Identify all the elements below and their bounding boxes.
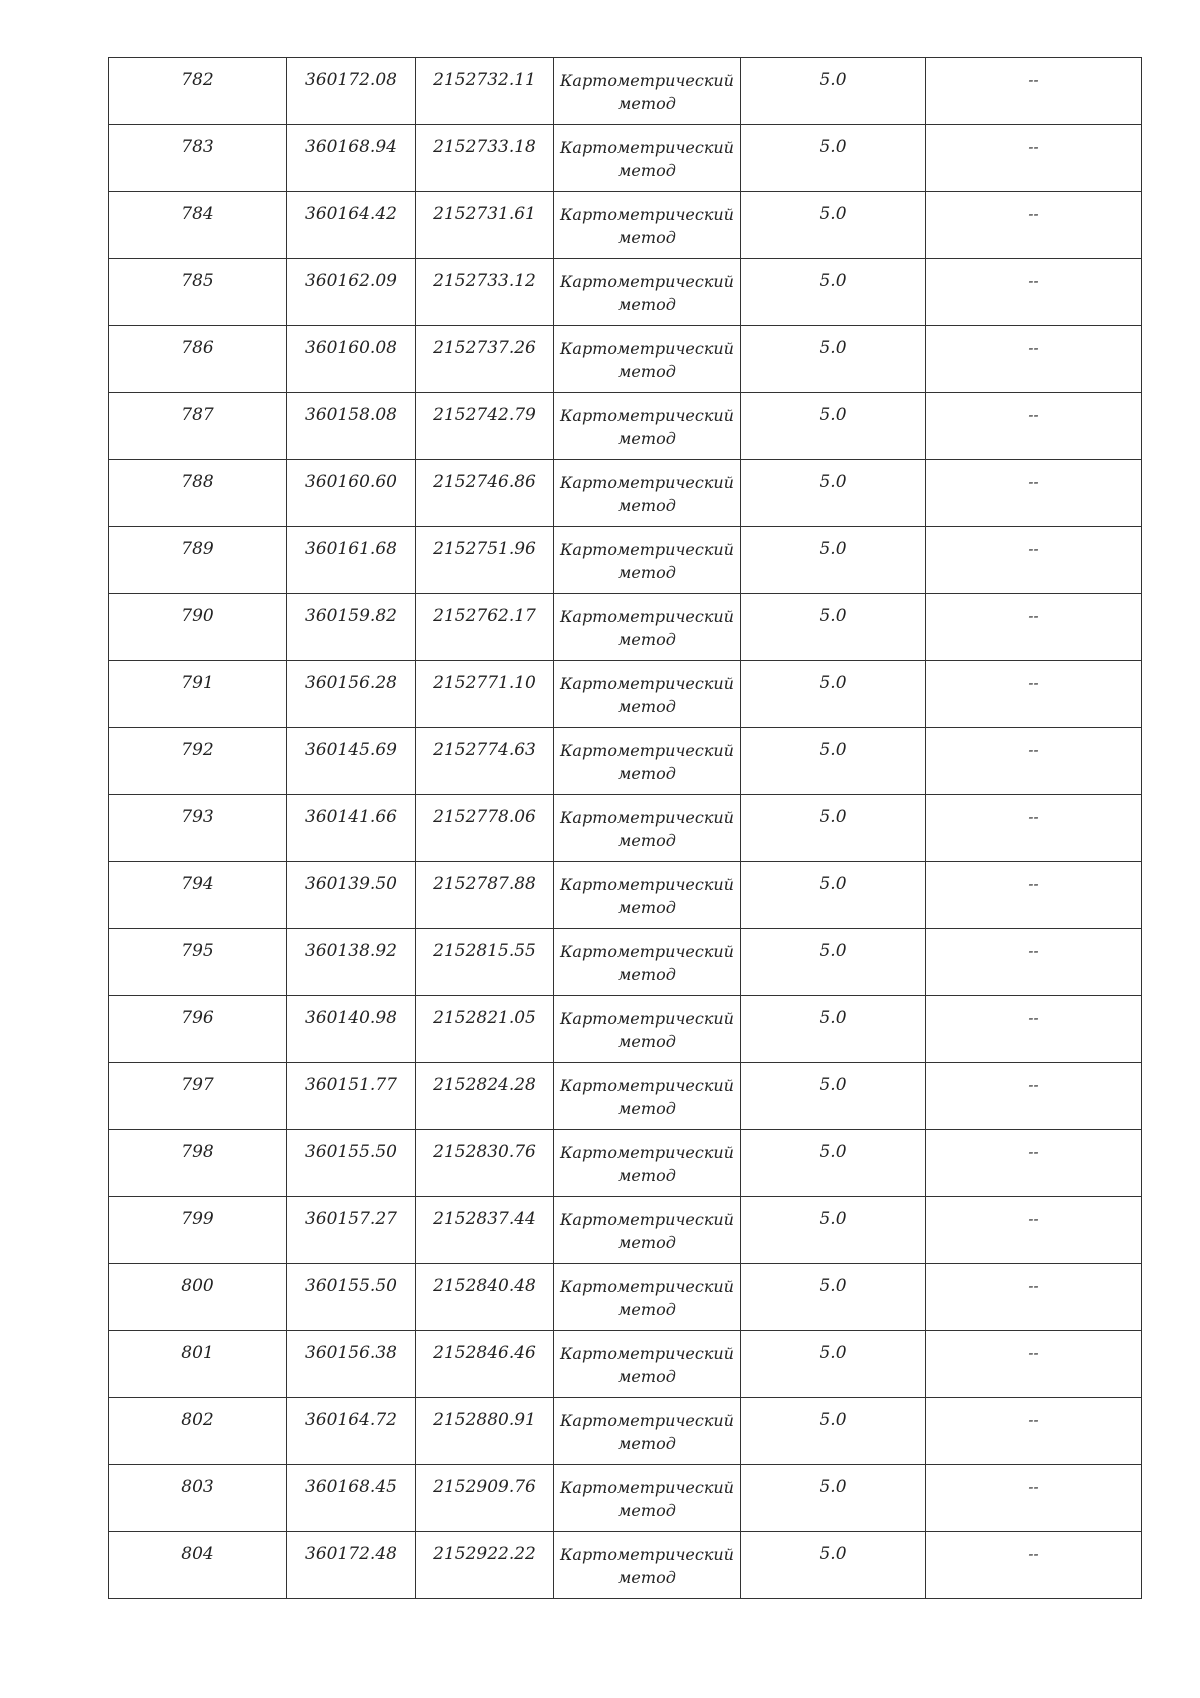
method-line-2: метод — [618, 764, 676, 783]
table-row — [109, 996, 1142, 1063]
method-cell — [554, 1331, 741, 1398]
method-line-2: метод — [618, 630, 676, 649]
y-coordinate-cell: 2152840.48 — [416, 1264, 554, 1331]
x-coordinate-cell: 360172.48 — [287, 1532, 416, 1599]
table-row — [109, 1264, 1142, 1331]
point-number-cell: 788 — [109, 460, 287, 527]
method-line-1: Картометрический — [560, 1411, 734, 1430]
accuracy-cell: 5.0 — [741, 1398, 926, 1465]
method-line-2: метод — [618, 1233, 676, 1252]
table-row — [109, 1197, 1142, 1264]
method-line-1: Картометрический — [560, 1076, 734, 1095]
y-coordinate-cell: 2152731.61 — [416, 192, 554, 259]
point-number-cell: 787 — [109, 393, 287, 460]
table-row — [109, 192, 1142, 259]
x-coordinate-cell: 360160.60 — [287, 460, 416, 527]
table-row — [109, 259, 1142, 326]
x-coordinate-cell: 360155.50 — [287, 1130, 416, 1197]
y-coordinate-cell: 2152733.12 — [416, 259, 554, 326]
x-coordinate-cell: 360145.69 — [287, 728, 416, 795]
note-cell: -- — [926, 862, 1142, 929]
method-line-1: Картометрический — [560, 1009, 734, 1028]
table-row — [109, 1063, 1142, 1130]
x-coordinate-cell: 360157.27 — [287, 1197, 416, 1264]
note-cell: -- — [926, 192, 1142, 259]
accuracy-cell: 5.0 — [741, 125, 926, 192]
accuracy-cell: 5.0 — [741, 460, 926, 527]
y-coordinate-cell: 2152922.22 — [416, 1532, 554, 1599]
table-row — [109, 393, 1142, 460]
table-row — [109, 460, 1142, 527]
method-cell — [554, 125, 741, 192]
method-line-2: метод — [618, 94, 676, 113]
accuracy-cell: 5.0 — [741, 929, 926, 996]
method-line-1: Картометрический — [560, 741, 734, 760]
y-coordinate-cell: 2152737.26 — [416, 326, 554, 393]
point-number-cell: 782 — [109, 58, 287, 125]
note-cell: -- — [926, 1331, 1142, 1398]
method-line-1: Картометрический — [560, 1277, 734, 1296]
note-cell: -- — [926, 996, 1142, 1063]
method-line-1: Картометрический — [560, 942, 734, 961]
table-row — [109, 929, 1142, 996]
method-line-2: метод — [618, 496, 676, 515]
method-cell — [554, 1264, 741, 1331]
point-number-cell: 798 — [109, 1130, 287, 1197]
table-row — [109, 795, 1142, 862]
accuracy-cell: 5.0 — [741, 393, 926, 460]
method-line-1: Картометрический — [560, 339, 734, 358]
x-coordinate-cell: 360172.08 — [287, 58, 416, 125]
method-line-2: метод — [618, 898, 676, 917]
y-coordinate-cell: 2152909.76 — [416, 1465, 554, 1532]
y-coordinate-cell: 2152824.28 — [416, 1063, 554, 1130]
note-cell: -- — [926, 527, 1142, 594]
point-number-cell: 794 — [109, 862, 287, 929]
method-cell — [554, 728, 741, 795]
method-cell — [554, 192, 741, 259]
coordinates-table — [108, 57, 1142, 1599]
note-cell: -- — [926, 326, 1142, 393]
method-line-1: Картометрический — [560, 1143, 734, 1162]
accuracy-cell: 5.0 — [741, 728, 926, 795]
method-cell — [554, 527, 741, 594]
accuracy-cell: 5.0 — [741, 192, 926, 259]
method-cell — [554, 862, 741, 929]
note-cell: -- — [926, 594, 1142, 661]
x-coordinate-cell: 360164.72 — [287, 1398, 416, 1465]
y-coordinate-cell: 2152880.91 — [416, 1398, 554, 1465]
table-row — [109, 125, 1142, 192]
note-cell: -- — [926, 125, 1142, 192]
method-line-2: метод — [618, 1568, 676, 1587]
accuracy-cell: 5.0 — [741, 1532, 926, 1599]
point-number-cell: 803 — [109, 1465, 287, 1532]
method-cell — [554, 795, 741, 862]
method-line-1: Картометрический — [560, 406, 734, 425]
table-row — [109, 1130, 1142, 1197]
method-cell — [554, 594, 741, 661]
method-line-1: Картометрический — [560, 808, 734, 827]
method-line-1: Картометрический — [560, 607, 734, 626]
y-coordinate-cell: 2152846.46 — [416, 1331, 554, 1398]
y-coordinate-cell: 2152733.18 — [416, 125, 554, 192]
note-cell: -- — [926, 1264, 1142, 1331]
method-line-2: метод — [618, 1501, 676, 1520]
method-line-2: метод — [618, 1300, 676, 1319]
point-number-cell: 799 — [109, 1197, 287, 1264]
method-line-2: метод — [618, 362, 676, 381]
method-line-2: метод — [618, 1099, 676, 1118]
table-row — [109, 862, 1142, 929]
accuracy-cell: 5.0 — [741, 527, 926, 594]
method-line-2: метод — [618, 228, 676, 247]
point-number-cell: 804 — [109, 1532, 287, 1599]
x-coordinate-cell: 360155.50 — [287, 1264, 416, 1331]
point-number-cell: 795 — [109, 929, 287, 996]
x-coordinate-cell: 360156.28 — [287, 661, 416, 728]
table-row — [109, 1331, 1142, 1398]
point-number-cell: 789 — [109, 527, 287, 594]
accuracy-cell: 5.0 — [741, 326, 926, 393]
y-coordinate-cell: 2152787.88 — [416, 862, 554, 929]
note-cell: -- — [926, 1130, 1142, 1197]
accuracy-cell: 5.0 — [741, 1465, 926, 1532]
method-cell — [554, 259, 741, 326]
method-line-2: метод — [618, 831, 676, 850]
method-line-2: метод — [618, 697, 676, 716]
method-line-1: Картометрический — [560, 1344, 734, 1363]
y-coordinate-cell: 2152771.10 — [416, 661, 554, 728]
note-cell: -- — [926, 1465, 1142, 1532]
accuracy-cell: 5.0 — [741, 996, 926, 1063]
method-line-2: метод — [618, 1434, 676, 1453]
x-coordinate-cell: 360138.92 — [287, 929, 416, 996]
y-coordinate-cell: 2152762.17 — [416, 594, 554, 661]
method-line-1: Картометрический — [560, 1210, 734, 1229]
note-cell: -- — [926, 1197, 1142, 1264]
method-cell — [554, 1197, 741, 1264]
x-coordinate-cell: 360168.45 — [287, 1465, 416, 1532]
point-number-cell: 792 — [109, 728, 287, 795]
point-number-cell: 790 — [109, 594, 287, 661]
table-row — [109, 58, 1142, 125]
table-row — [109, 1398, 1142, 1465]
note-cell: -- — [926, 259, 1142, 326]
accuracy-cell: 5.0 — [741, 1130, 926, 1197]
note-cell: -- — [926, 929, 1142, 996]
method-line-2: метод — [618, 1367, 676, 1386]
method-cell — [554, 661, 741, 728]
note-cell: -- — [926, 393, 1142, 460]
point-number-cell: 791 — [109, 661, 287, 728]
x-coordinate-cell: 360141.66 — [287, 795, 416, 862]
x-coordinate-cell: 360151.77 — [287, 1063, 416, 1130]
table-row — [109, 594, 1142, 661]
method-line-1: Картометрический — [560, 1478, 734, 1497]
note-cell: -- — [926, 795, 1142, 862]
method-line-1: Картометрический — [560, 540, 734, 559]
method-cell — [554, 326, 741, 393]
accuracy-cell: 5.0 — [741, 259, 926, 326]
y-coordinate-cell: 2152751.96 — [416, 527, 554, 594]
method-line-2: метод — [618, 295, 676, 314]
x-coordinate-cell: 360160.08 — [287, 326, 416, 393]
method-cell — [554, 460, 741, 527]
accuracy-cell: 5.0 — [741, 1197, 926, 1264]
note-cell: -- — [926, 1398, 1142, 1465]
y-coordinate-cell: 2152742.79 — [416, 393, 554, 460]
method-line-1: Картометрический — [560, 473, 734, 492]
y-coordinate-cell: 2152830.76 — [416, 1130, 554, 1197]
method-line-2: метод — [618, 563, 676, 582]
accuracy-cell: 5.0 — [741, 1264, 926, 1331]
table-row — [109, 728, 1142, 795]
accuracy-cell: 5.0 — [741, 661, 926, 728]
y-coordinate-cell: 2152837.44 — [416, 1197, 554, 1264]
y-coordinate-cell: 2152732.11 — [416, 58, 554, 125]
method-line-1: Картометрический — [560, 138, 734, 157]
method-cell — [554, 1063, 741, 1130]
note-cell: -- — [926, 1063, 1142, 1130]
point-number-cell: 783 — [109, 125, 287, 192]
x-coordinate-cell: 360158.08 — [287, 393, 416, 460]
x-coordinate-cell: 360168.94 — [287, 125, 416, 192]
point-number-cell: 784 — [109, 192, 287, 259]
point-number-cell: 801 — [109, 1331, 287, 1398]
accuracy-cell: 5.0 — [741, 1063, 926, 1130]
point-number-cell: 785 — [109, 259, 287, 326]
method-cell — [554, 58, 741, 125]
table-row — [109, 661, 1142, 728]
method-line-1: Картометрический — [560, 205, 734, 224]
method-line-2: метод — [618, 429, 676, 448]
method-line-1: Картометрический — [560, 875, 734, 894]
method-cell — [554, 1398, 741, 1465]
y-coordinate-cell: 2152774.63 — [416, 728, 554, 795]
x-coordinate-cell: 360159.82 — [287, 594, 416, 661]
point-number-cell: 797 — [109, 1063, 287, 1130]
x-coordinate-cell: 360156.38 — [287, 1331, 416, 1398]
x-coordinate-cell: 360140.98 — [287, 996, 416, 1063]
point-number-cell: 800 — [109, 1264, 287, 1331]
accuracy-cell: 5.0 — [741, 594, 926, 661]
table-row — [109, 1532, 1142, 1599]
method-line-1: Картометрический — [560, 674, 734, 693]
method-cell — [554, 929, 741, 996]
y-coordinate-cell: 2152778.06 — [416, 795, 554, 862]
method-cell — [554, 393, 741, 460]
method-line-2: метод — [618, 1166, 676, 1185]
note-cell: -- — [926, 728, 1142, 795]
y-coordinate-cell: 2152815.55 — [416, 929, 554, 996]
y-coordinate-cell: 2152821.05 — [416, 996, 554, 1063]
method-cell — [554, 1465, 741, 1532]
note-cell: -- — [926, 661, 1142, 728]
method-line-2: метод — [618, 161, 676, 180]
x-coordinate-cell: 360164.42 — [287, 192, 416, 259]
point-number-cell: 796 — [109, 996, 287, 1063]
point-number-cell: 802 — [109, 1398, 287, 1465]
note-cell: -- — [926, 460, 1142, 527]
note-cell: -- — [926, 58, 1142, 125]
method-cell — [554, 1130, 741, 1197]
table-row — [109, 527, 1142, 594]
method-cell — [554, 1532, 741, 1599]
y-coordinate-cell: 2152746.86 — [416, 460, 554, 527]
note-cell: -- — [926, 1532, 1142, 1599]
point-number-cell: 793 — [109, 795, 287, 862]
x-coordinate-cell: 360139.50 — [287, 862, 416, 929]
table-row — [109, 1465, 1142, 1532]
table-row — [109, 326, 1142, 393]
method-line-1: Картометрический — [560, 272, 734, 291]
x-coordinate-cell: 360162.09 — [287, 259, 416, 326]
x-coordinate-cell: 360161.68 — [287, 527, 416, 594]
method-line-2: метод — [618, 965, 676, 984]
accuracy-cell: 5.0 — [741, 1331, 926, 1398]
method-line-2: метод — [618, 1032, 676, 1051]
accuracy-cell: 5.0 — [741, 862, 926, 929]
table-body — [109, 58, 1142, 1599]
method-line-1: Картометрический — [560, 1545, 734, 1564]
accuracy-cell: 5.0 — [741, 795, 926, 862]
method-cell — [554, 996, 741, 1063]
method-line-1: Картометрический — [560, 71, 734, 90]
point-number-cell: 786 — [109, 326, 287, 393]
accuracy-cell: 5.0 — [741, 58, 926, 125]
